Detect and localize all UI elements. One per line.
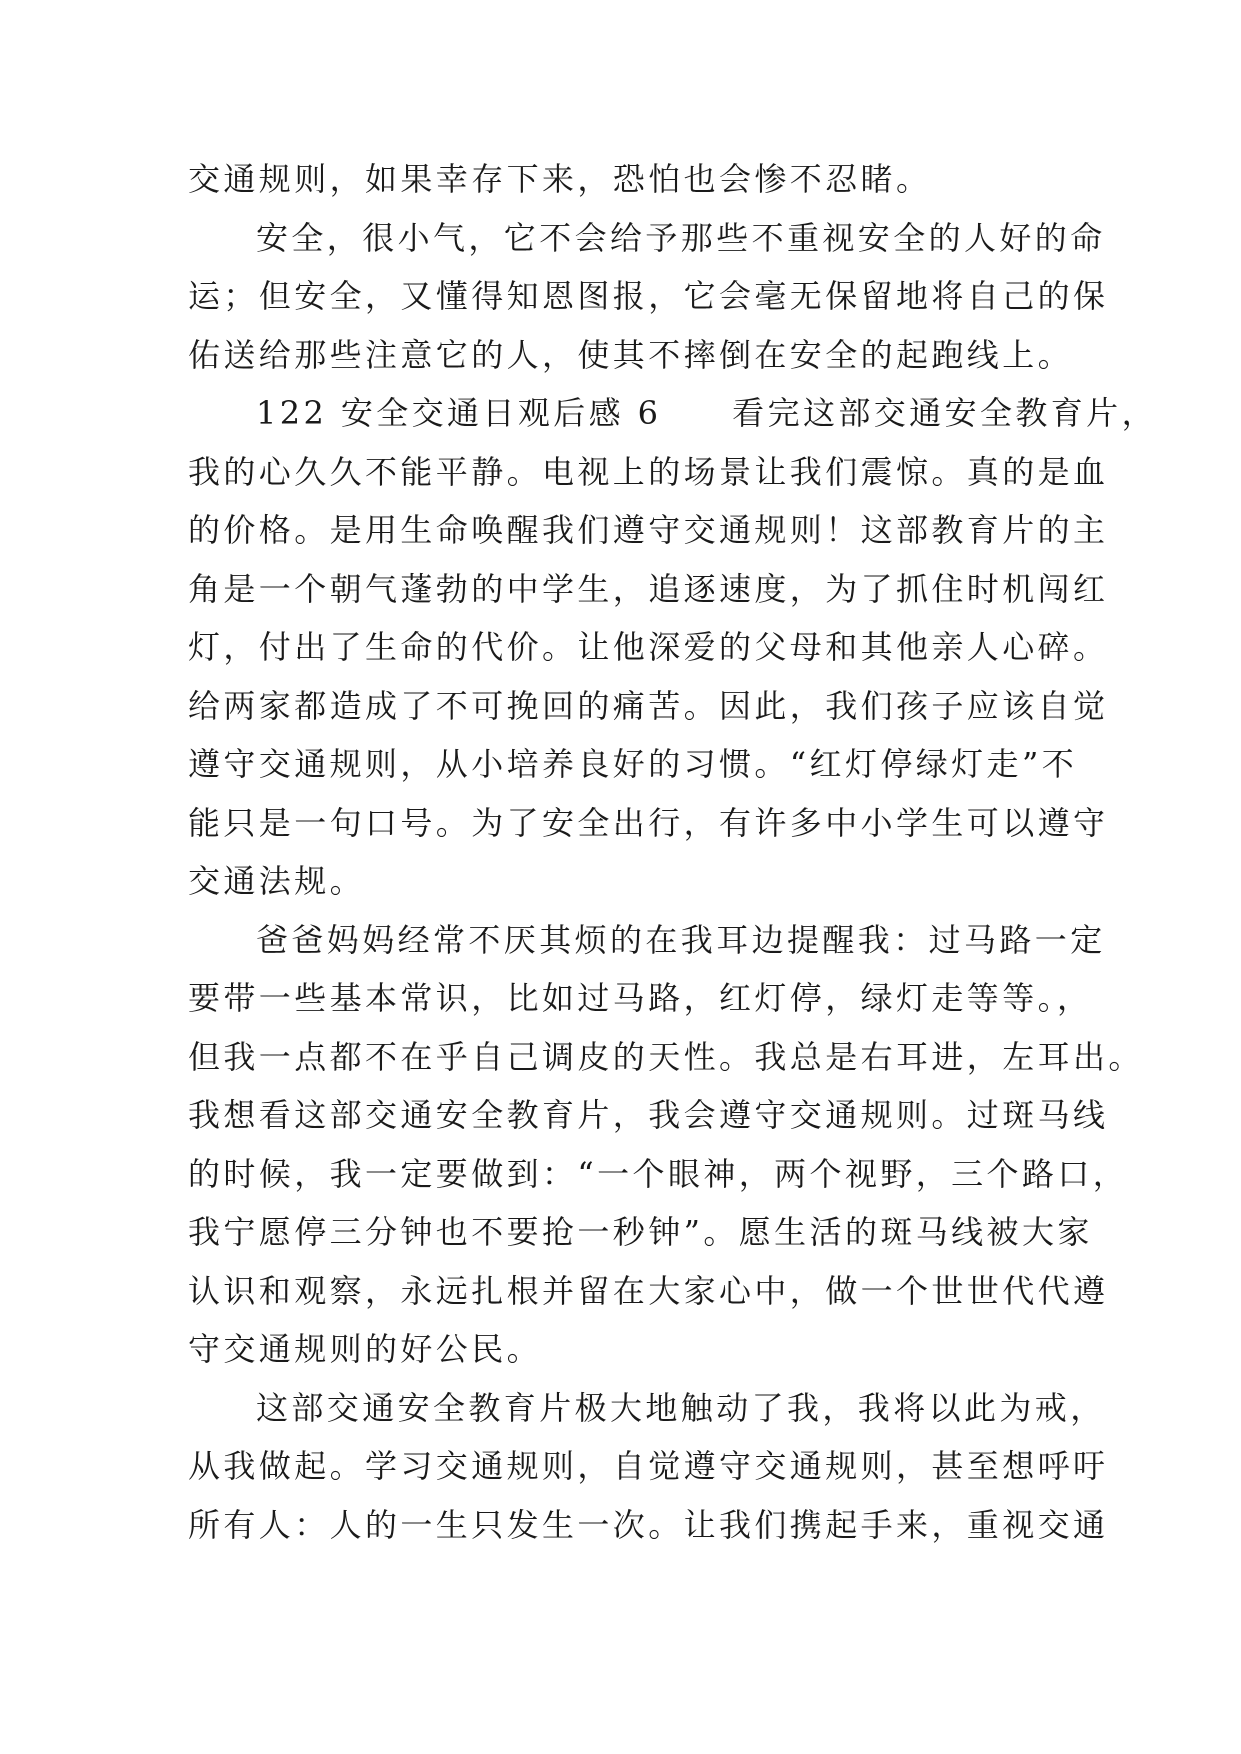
- text-line: 交通法规。: [188, 862, 366, 900]
- text-line: 这部交通安全教育片极大地触动了我，我将以此为戒，: [256, 1388, 1106, 1427]
- text-line: 122 安全交通日观后感 6 看完这部交通安全教育片，: [256, 394, 1157, 432]
- text-line: 的价格。是用生命唤醒我们遵守交通规则！这部教育片的主: [188, 511, 1109, 549]
- text-line: 的时候，我一定要做到：“一个眼神，两个视野，三个路口，: [188, 1154, 1129, 1193]
- text-line: 爸爸妈妈经常不厌其烦的在我耳边提醒我：过马路一定: [256, 920, 1106, 959]
- text-line: 能只是一句口号。为了安全出行，有许多中小学生可以遵守: [188, 803, 1109, 842]
- text-line: 佑送给那些注意它的人，使其不摔倒在安全的起跑线上。: [188, 335, 1074, 374]
- text-line: 我的心久久不能平静。电视上的场景让我们震惊。真的是血: [188, 452, 1109, 491]
- text-line: 我宁愿停三分钟也不要抢一秒钟”。愿生活的斑马线被大家: [188, 1213, 1093, 1251]
- text-line: 安全，很小气，它不会给予那些不重视安全的人好的命: [256, 218, 1106, 257]
- text-line: 灯，付出了生命的代价。让他深爱的父母和其他亲人心碎。: [188, 628, 1109, 666]
- text-line: 给两家都造成了不可挽回的痛苦。因此，我们孩子应该自觉: [188, 686, 1109, 725]
- text-line: 守交通规则的好公民。: [188, 1330, 543, 1368]
- text-line: 交通规则，如果幸存下来，恐怕也会惨不忍睹。: [188, 160, 932, 198]
- document-body: [188, 150, 1157, 1554]
- text-line: 要带一些基本常识，比如过马路，红灯停，绿灯走等等。，: [188, 979, 1093, 1017]
- text-line: 认识和观察，永远扎根并留在大家心中，做一个世世代代遵: [188, 1271, 1109, 1310]
- text-line: 但我一点都不在乎自己调皮的天性。我总是右耳进，左耳出。: [188, 1037, 1144, 1076]
- text-line: 角是一个朝气蓬勃的中学生，追逐速度，为了抓住时机闯红: [188, 569, 1109, 608]
- text-line: 从我做起。学习交通规则，自觉遵守交通规则，甚至想呼吁: [188, 1447, 1109, 1485]
- text-line: 遵守交通规则，从小培养良好的习惯。“红灯停绿灯走”不: [188, 745, 1078, 783]
- text-line: 我想看这部交通安全教育片，我会遵守交通规则。过斑马线: [188, 1096, 1109, 1134]
- text-line: 运；但安全，又懂得知恩图报，它会毫无保留地将自己的保: [188, 277, 1109, 315]
- text-line: 所有人：人的一生只发生一次。让我们携起手来，重视交通: [188, 1505, 1109, 1544]
